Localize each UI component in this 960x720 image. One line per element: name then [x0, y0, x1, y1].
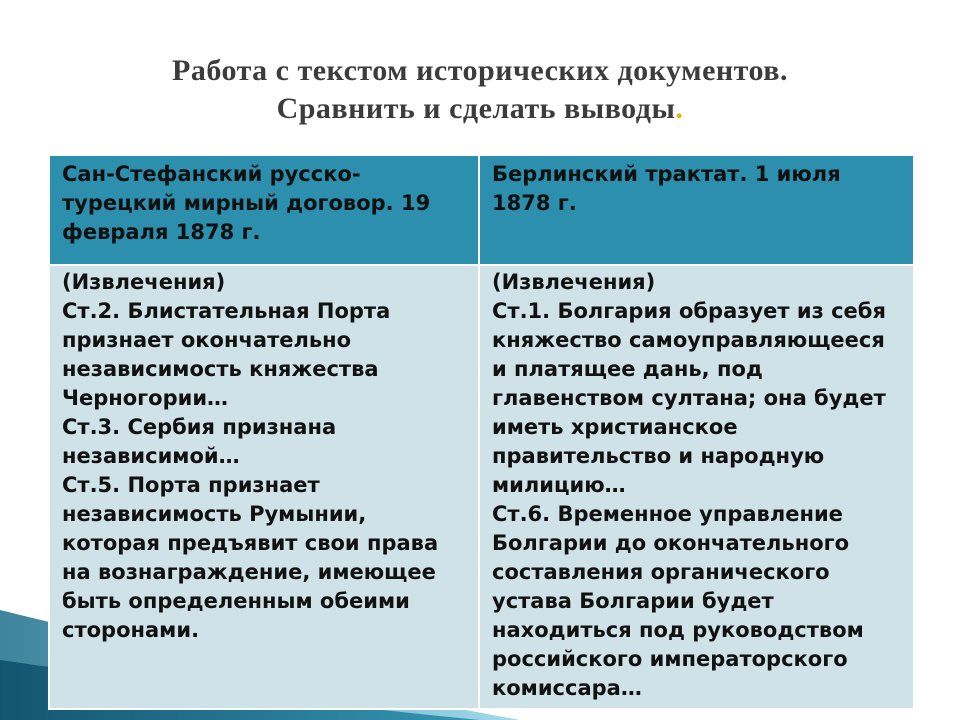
cell-san-stefano-extracts — [49, 265, 479, 709]
table-body-row — [49, 265, 914, 709]
header-berlin-treaty: Берлинский трактат. 1 июля 1878 г. — [479, 155, 914, 265]
right-extract-label: (Извлечения) — [492, 270, 656, 294]
header-san-stefano: Сан-Стефанский русско-турецкий мирный договор. 19 февраля 1878 г. — [49, 155, 479, 265]
title-line-2-text: Сравнить и сделать выводы — [276, 92, 676, 125]
right-article-6: Ст.6. Временное управление Болгарии до окончательного составления органического устава Болгарии будет находиться под руководством российского императорского комиссара… — [492, 502, 864, 700]
title-dot: . — [675, 92, 684, 125]
left-article-3: Ст.3. Сербия признана независимой… — [62, 415, 337, 468]
comparison-table — [48, 154, 915, 710]
left-article-2: Ст.2. Блистательная Порта признает окончательно независимость княжества Черногории… — [62, 299, 391, 410]
title-line-2 — [0, 90, 960, 128]
right-article-1: Ст.1. Болгария образует из себя княжество самоуправляющееся и платящее дань, под главенством султана; она будет иметь христианское правительство и народную милицию… — [492, 299, 886, 497]
slide-title — [0, 52, 960, 128]
left-article-5: Ст.5. Порта признает независимость Румынии, которая предъявит свои права на вознаграждение, имеющее быть определенным обеими сторонами. — [62, 473, 439, 642]
cell-berlin-extracts — [479, 265, 914, 709]
table-header-row — [49, 155, 914, 265]
left-extract-label: (Извлечения) — [62, 270, 226, 294]
title-line-1: Работа с текстом исторических документов. — [172, 54, 788, 87]
